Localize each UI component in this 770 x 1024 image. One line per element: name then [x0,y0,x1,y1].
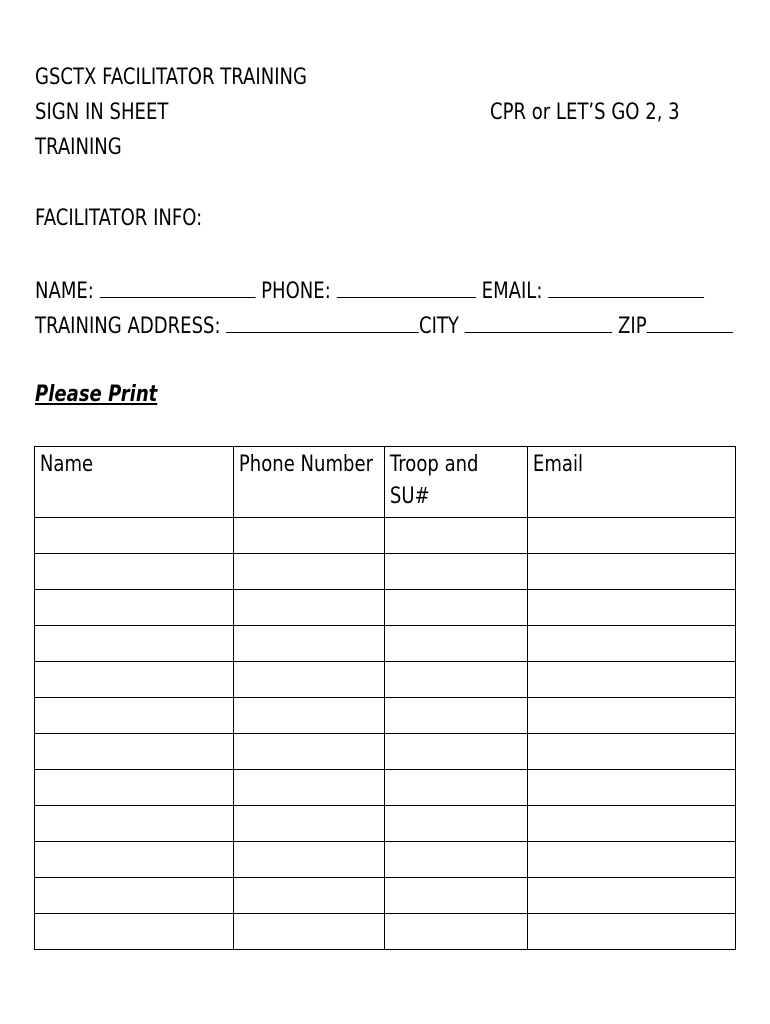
name-cell[interactable] [35,626,234,662]
name-cell[interactable] [35,842,234,878]
sign-in-table-body [35,518,736,950]
email-cell[interactable] [528,590,736,626]
email-cell[interactable] [528,914,736,950]
please-print-instruction: Please Print [35,382,158,407]
email-cell[interactable] [528,626,736,662]
city-field[interactable] [465,312,613,333]
training-type-label: CPR or LET’S GO 2, 3 [490,100,680,125]
training-address-label: TRAINING ADDRESS: [35,314,221,339]
phone-number-cell[interactable] [234,806,385,842]
form-title: GSCTX FACILITATOR TRAINING [35,65,307,90]
table-row [35,806,736,842]
troop-su-cell[interactable] [385,842,528,878]
email-cell[interactable] [528,878,736,914]
phone-number-cell[interactable] [234,626,385,662]
troop-su-cell[interactable] [385,554,528,590]
email-cell[interactable] [528,518,736,554]
facilitator-info-heading: FACILITATOR INFO: [35,206,203,231]
troop-su-cell[interactable] [385,914,528,950]
troop-su-cell[interactable] [385,806,528,842]
email-cell[interactable] [528,698,736,734]
email-cell[interactable] [528,770,736,806]
troop-su-cell[interactable] [385,518,528,554]
troop-su-cell[interactable] [385,734,528,770]
name-cell[interactable] [35,806,234,842]
phone-number-cell[interactable] [234,914,385,950]
form-subtitle: SIGN IN SHEET [35,100,169,125]
name-cell[interactable] [35,734,234,770]
name-cell[interactable] [35,590,234,626]
table-row [35,518,736,554]
table-row [35,662,736,698]
name-cell[interactable] [35,770,234,806]
column-header-phone-label: Phone Number [238,452,374,477]
training-label: TRAINING [35,135,122,160]
name-cell[interactable] [35,518,234,554]
troop-su-cell[interactable] [385,878,528,914]
table-row [35,698,736,734]
column-header-name-label: Name [39,452,94,477]
column-header-email-label: Email [532,452,583,477]
city-label: CITY [418,314,459,339]
email-field[interactable] [548,277,704,298]
troop-su-cell[interactable] [385,662,528,698]
table-row [35,770,736,806]
zip-field[interactable] [647,312,733,333]
name-cell[interactable] [35,914,234,950]
phone-number-cell[interactable] [234,842,385,878]
column-header-email [528,447,736,518]
troop-su-cell[interactable] [385,590,528,626]
phone-label: PHONE: [261,279,331,304]
email-cell[interactable] [528,662,736,698]
table-row [35,626,736,662]
troop-su-cell[interactable] [385,626,528,662]
email-label: EMAIL: [481,279,543,304]
phone-number-cell[interactable] [234,590,385,626]
table-header-row [35,447,736,518]
phone-number-cell[interactable] [234,770,385,806]
email-cell[interactable] [528,734,736,770]
troop-su-cell[interactable] [385,698,528,734]
name-cell[interactable] [35,878,234,914]
phone-number-cell[interactable] [234,518,385,554]
table-row [35,554,736,590]
email-cell[interactable] [528,554,736,590]
name-label: NAME: [35,279,94,304]
phone-number-cell[interactable] [234,734,385,770]
column-header-phone [234,447,385,518]
name-cell[interactable] [35,698,234,734]
training-address-field[interactable] [226,312,419,333]
table-row [35,878,736,914]
column-header-name [35,447,234,518]
name-cell[interactable] [35,554,234,590]
phone-number-cell[interactable] [234,554,385,590]
facilitator-address-row [35,312,733,341]
sign-in-table [34,446,736,950]
email-cell[interactable] [528,806,736,842]
table-row [35,914,736,950]
phone-number-cell[interactable] [234,878,385,914]
phone-number-cell[interactable] [234,662,385,698]
zip-label: ZIP [618,314,647,339]
phone-field[interactable] [337,277,476,298]
table-row [35,842,736,878]
table-row [35,734,736,770]
facilitator-contact-row [35,277,704,306]
table-row [35,590,736,626]
phone-number-cell[interactable] [234,698,385,734]
name-field[interactable] [100,277,256,298]
name-cell[interactable] [35,662,234,698]
troop-su-cell[interactable] [385,770,528,806]
column-header-troop-label: Troop and SU# [389,452,479,509]
column-header-troop [385,447,528,518]
email-cell[interactable] [528,842,736,878]
